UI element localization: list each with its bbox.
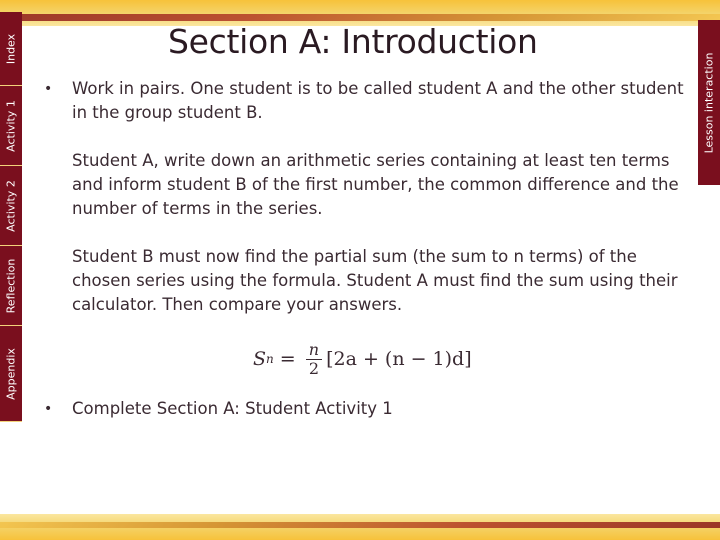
formula-lhs-sub: n: [266, 352, 274, 366]
bullet-icon: •: [44, 401, 53, 417]
formula-row: [44, 331, 684, 387]
formula-rhs: [2a + (n − 1)d]: [326, 348, 472, 370]
bullet-item-complete-activity: [44, 397, 684, 421]
student-b-instructions: Student B must now find the partial sum (the sum to n terms) of the chosen series using the formula. Student A must find the sum using their calculator. Then compare your answers.: [72, 247, 678, 314]
formula-fraction: [306, 341, 322, 378]
bullet-icon: •: [44, 81, 53, 97]
tab-lesson-interaction[interactable]: [698, 20, 720, 185]
bottom-banner-stripe: [0, 522, 720, 528]
formula-fraction-numerator: n: [306, 341, 322, 360]
tab-activity-1-label: Activity 1: [4, 99, 18, 152]
spacer: [44, 221, 684, 245]
tab-reflection-label: Reflection: [4, 258, 18, 313]
bullet-text: Complete Section A: Student Activity 1: [72, 399, 393, 418]
student-a-instructions: Student A, write down an arithmetic series containing at least ten terms and inform student B of the first number, the common difference and the number of terms in the series.: [72, 151, 679, 218]
top-banner-stripe: [0, 14, 720, 21]
side-navigation: [0, 12, 22, 424]
bullet-item-work-in-pairs: [44, 77, 684, 125]
partial-sum-formula: [253, 331, 472, 387]
bullet-text: Work in pairs. One student is to be called student A and the other student in the group student B.: [72, 79, 684, 122]
slide-content: [44, 77, 684, 421]
page-title: Section A: Introduction: [168, 22, 538, 61]
tab-reflection[interactable]: [0, 246, 22, 326]
tab-appendix-label: Appendix: [4, 347, 18, 400]
tab-lesson-interaction-label: Lesson interaction: [702, 52, 716, 153]
tab-activity-2[interactable]: [0, 166, 22, 246]
tab-activity-1[interactable]: [0, 86, 22, 166]
tab-index-label: Index: [4, 33, 18, 64]
spacer: [44, 125, 684, 149]
tab-activity-2-label: Activity 2: [4, 179, 18, 232]
formula-fraction-denominator: 2: [308, 358, 320, 378]
tab-appendix[interactable]: [0, 326, 22, 422]
formula-lhs-var: S: [253, 348, 267, 370]
formula-equals: =: [273, 348, 302, 370]
tab-index[interactable]: [0, 12, 22, 86]
